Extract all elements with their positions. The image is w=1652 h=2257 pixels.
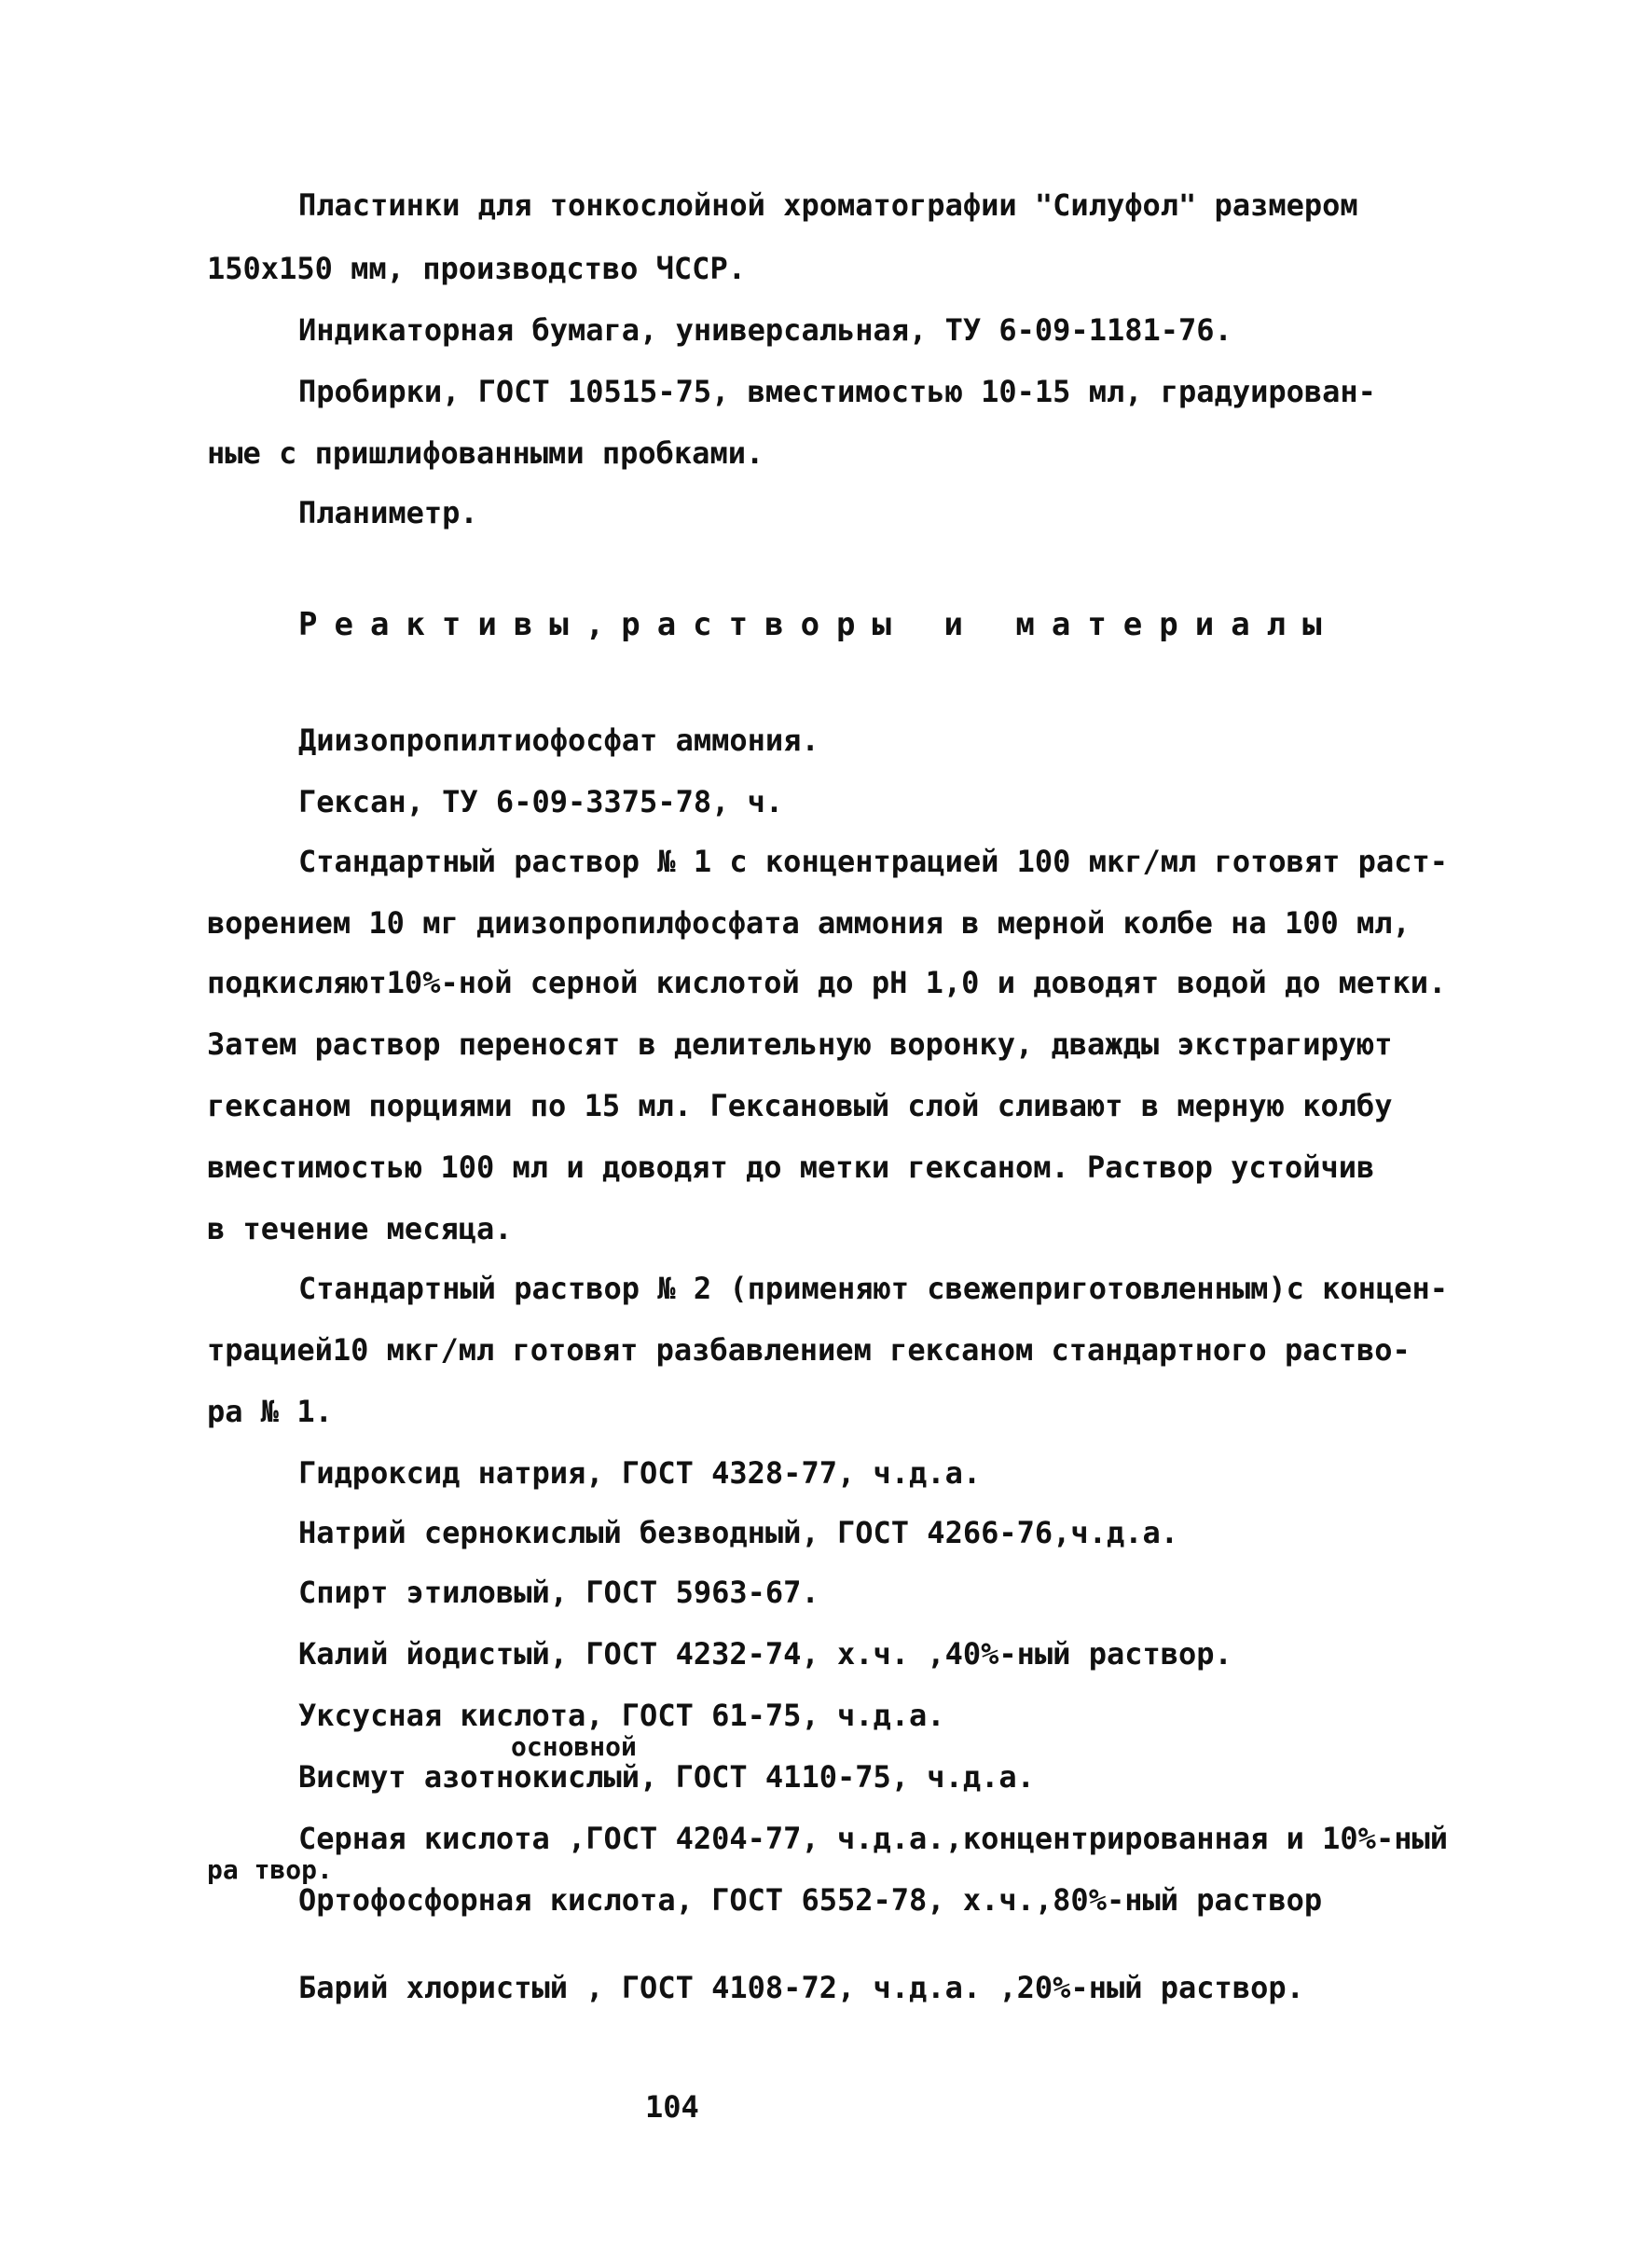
text-line: Пробирки, ГОСТ 10515-75, вместимостью 10-15 мл, градуирован- — [298, 374, 1376, 409]
text-line: 150x150 мм, производство ЧССР. — [207, 251, 746, 286]
text-line: в течение месяца. — [207, 1211, 513, 1246]
text-line: Стандартный раствор № 1 с концентрацией 100 мкг/мл готовят раст- — [298, 844, 1448, 879]
text-line: Стандартный раствор № 2 (применяют свежеприготовленным)с концен- — [298, 1271, 1448, 1306]
text-line: Барий хлористый , ГОСТ 4108-72, ч.д.а. ,20%-ный раствор. — [298, 1970, 1304, 2005]
text-line: Диизопропилтиофосфат аммония. — [298, 723, 819, 758]
text-line: трацией10 мкг/мл готовят разбавлением гексаном стандартного раство- — [207, 1332, 1411, 1368]
page-number: 104 — [645, 2089, 699, 2125]
text-line: ные с пришлифованными пробками. — [207, 435, 764, 471]
text-line: Индикаторная бумага, универсальная, ТУ 6-09-1181-76. — [298, 312, 1232, 348]
section-heading: Реактивы,растворы и материалы — [298, 606, 1339, 643]
text-line: Уксусная кислота, ГОСТ 61-75, ч.д.а. — [298, 1698, 945, 1733]
text-line: вместимостью 100 мл и доводят до метки гексаном. Раствор устойчив — [207, 1149, 1375, 1185]
text-line: Гидроксид натрия, ГОСТ 4328-77, ч.д.а. — [298, 1455, 982, 1491]
text-line: Натрий сернокислый безводный, ГОСТ 4266-76,ч.д.а. — [298, 1515, 1179, 1550]
text-line: Калий йодистый, ГОСТ 4232-74, х.ч. ,40%-ный раствор. — [298, 1636, 1232, 1672]
text-line: Ортофосфорная кислота, ГОСТ 6552-78, х.ч.,80%-ный раствор — [298, 1882, 1323, 1918]
inserted-word: основной — [511, 1731, 637, 1762]
text-line: ворением 10 мг диизопропилфосфата аммония в мерной колбе на 100 мл, — [207, 905, 1411, 941]
text-line: Спирт этиловый, ГОСТ 5963-67. — [298, 1575, 819, 1610]
text-line: Затем раствор переносят в делительную воронку, дважды экстрагируют — [207, 1026, 1393, 1062]
text-line: ра № 1. — [207, 1394, 333, 1429]
text-line: Планиметр. — [298, 495, 478, 530]
text-line: гексаном порциями по 15 мл. Гексановый слой сливают в мерную колбу — [207, 1088, 1393, 1123]
text-line: Гексан, ТУ 6-09-3375-78, ч. — [298, 784, 784, 819]
inserted-word: ра твор. — [207, 1854, 333, 1885]
text-line: подкисляют10%-ной серной кислотой до рН 1,0 и доводят водой до метки. — [207, 965, 1447, 1000]
text-line: Висмут азотнокислый, ГОСТ 4110-75, ч.д.а. — [298, 1759, 1035, 1795]
text-line: Пластинки для тонкослойной хроматографии "Силуфол" размером — [298, 187, 1358, 223]
text-line: Серная кислота ,ГОСТ 4204-77, ч.д.а.,концентрированная и 10%-ный — [298, 1821, 1448, 1856]
